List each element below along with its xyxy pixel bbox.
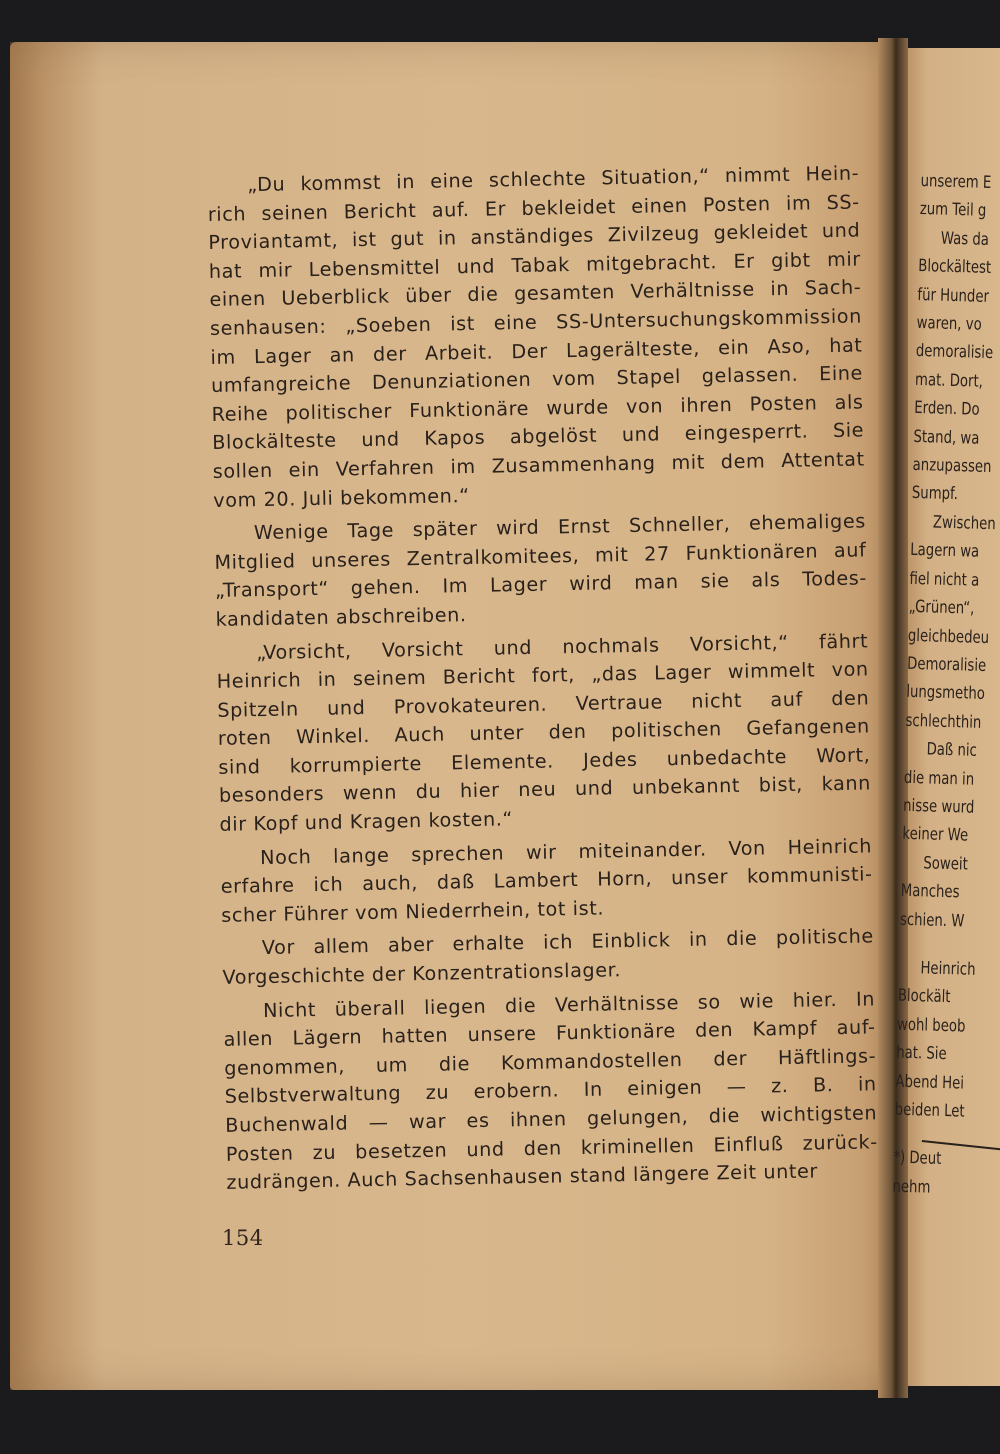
paragraph [207,159,865,515]
text-line: Proviantamt, ist gut in anständiges Zivilzeug gekleidet und [208,218,861,255]
text-line: Heinrich in seinem Bericht fort, „das Lager wimmelt von [216,657,869,693]
text-line: „Vorsicht, Vorsicht und nochmals Vorsicht,“ fährt [256,628,869,664]
text-line: Reihe politischer Funktionäre wurde von ihren Posten als [211,390,864,426]
text-line: genommen, um die Kommandostellen der Häftlings- [223,1044,877,1080]
text-line: rich seinen Bericht auf. Er bekleidet einen Posten im SS- [207,190,860,226]
text-line: Lagern wa [910,540,980,563]
text-line: roten Winkel. Auch unter den politischen Gefangenen [217,714,870,751]
text-line: Stand, wa [913,426,980,449]
text-line: Selbstverwaltung zu erobern. In einigen — z. B. in [224,1072,877,1109]
text-line: schlechthin [905,710,982,733]
text-line: schien. W [899,909,965,932]
paragraph [220,832,874,930]
text-line: sollen ein Verfahren im Zusammenhang mit dem Attentat [212,447,865,483]
text-line: Nicht überall liegen die Verhältnisse so wie hier. In [262,986,876,1022]
text-line: demoralisie [915,341,994,364]
left-page-body-text [207,159,879,1202]
text-line: anzupassen [912,454,992,478]
text-line: erfahre ich auch, daß Lambert Horn, unser kommunisti- [220,862,873,899]
text-line: nisse wurd [902,795,975,818]
text-line: gleichbedeu [907,625,990,648]
text-line: sind korrumpierte Elemente. Jedes unbedachte Wort, [218,743,871,779]
text-line: beiden Let [894,1099,965,1122]
text-line: hat. Sie [895,1042,947,1065]
paragraph [222,923,875,993]
text-line: „Transport“ gehen. Im Lager wird man sie als Todes- [214,566,868,603]
text-line: im Lager an der Arbeit. Der Lagerälteste, ein Aso, hat [210,333,863,369]
text-line: Blockälteste und Kapos abgelöst und eingesperrt. Sie [211,418,865,455]
text-line: Zwischen [932,512,996,535]
text-line: lungsmetho [906,682,986,705]
text-line: senhausen: „Soeben ist eine SS-Untersuchungskommission [209,304,863,340]
text-line: „Grünen“, [908,596,975,619]
text-line: nehm [892,1176,931,1198]
text-line: Vorgeschichte der Konzentrationslager. [222,958,622,989]
text-line: fiel nicht a [909,568,980,591]
text-line: für Hunder [917,284,990,307]
text-line: besonders wenn du hier neu und unbekannt bist, kann [218,771,872,808]
text-line: die man in [903,767,975,790]
text-line: Vor allem aber erhalte ich Einblick in die politische [261,924,875,960]
paragraph [216,627,872,840]
text-line: Blockält [897,986,951,1008]
text-line: kandidaten abschreiben. [215,603,467,631]
text-line: Daß nic [926,739,978,761]
text-line: hat mir Lebensmittel und Tabak mitgebracht. Er gibt mir [208,247,862,283]
text-line: unserem E [920,170,992,193]
text-line: Blockältest [917,256,992,279]
text-line: vom 20. Juli bekommen.“ [213,483,470,512]
text-line: waren, vo [916,312,982,335]
text-line: dir Kopf und Kragen kosten.“ [219,807,514,836]
text-line: Abend Hei [895,1071,965,1094]
text-line: Erden. Do [913,398,980,420]
text-line: Sumpf. [911,483,959,505]
text-line: zum Teil g [919,199,987,222]
text-line: einen Ueberblick über die gesamten Verhältnisse in Sach- [209,275,862,312]
text-line: „Du kommst in eine schlechte Situation,“ nimmt Hein- [247,161,860,197]
text-line: keiner We [902,824,969,846]
paragraph [223,985,879,1198]
text-line: Mitglied unseres Zentralkomitees, mit 27 Funktionären auf [214,538,867,574]
text-line: allen Lägern hatten unsere Funktionäre den Kampf auf- [223,1015,876,1052]
text-line: mat. Dort, [914,369,984,392]
text-line: Buchenwald — war es ihnen gelungen, die wichtigsten [225,1101,878,1137]
paragraph [214,508,868,635]
text-line: Heinrich [920,958,976,980]
text-line: zudrängen. Auch Sachsenhausen stand längere Zeit unter [226,1159,819,1194]
text-line: Was da [940,228,990,250]
text-line: Spitzeln und Provokateuren. Vertraue nicht auf den [217,686,870,722]
left-page-edge [10,42,105,1390]
text-line: umfangreiche Denunziationen vom Stapel gelassen. Eine [210,361,864,398]
text-line: Wenige Tage später wird Ernst Schneller, ehemaliges [253,509,867,545]
text-line: wohl beob [896,1014,966,1037]
text-line: Noch lange sprechen wir miteinander. Von Heinrich [259,834,873,869]
text-line: Manches [900,880,960,903]
text-line: Soweit [923,853,969,875]
text-line: *) Deut [893,1148,942,1170]
page-number: 154 [222,1226,264,1250]
text-line: Posten zu besetzen und den kriminellen Einfluß zurück- [225,1129,878,1166]
text-line: Demoralisie [906,653,987,676]
text-line: scher Führer vom Niederrhein, tot ist. [221,896,605,927]
